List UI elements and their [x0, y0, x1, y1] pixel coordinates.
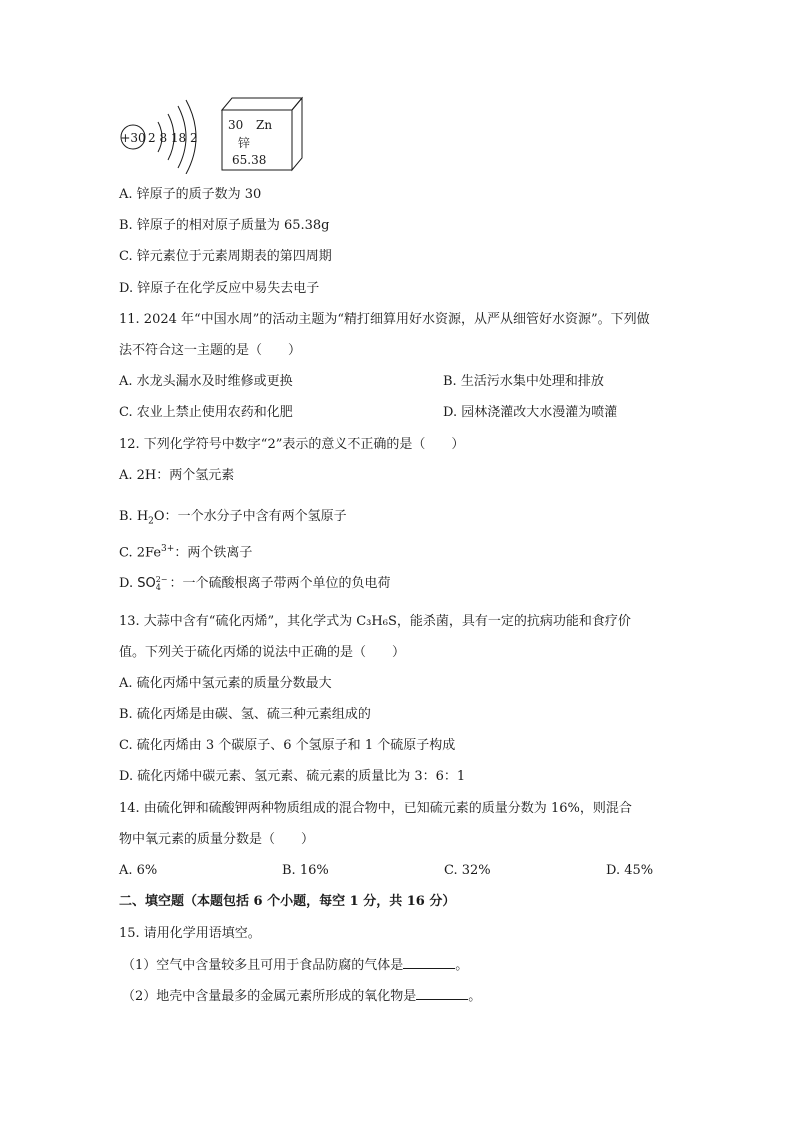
q12-stem: 12. 下列化学符号中数字“2”表示的意义不正确的是（ ） [119, 437, 465, 452]
q15-sub2 [122, 987, 481, 1006]
q13-option-b[interactable]: B. 硫化丙烯是由碳、氢、硫三种元素组成的 [119, 707, 371, 722]
q12-d-text: ：一个硫酸根离子带两个单位的负电荷 [169, 576, 391, 591]
q10-option-a[interactable]: A. 锌原子的质子数为 30 [119, 187, 262, 202]
q15-sub2-period: 。 [468, 989, 482, 1004]
q14-option-b[interactable]: B. 16% [282, 863, 329, 878]
atomic-mass: 65.38 [232, 153, 267, 167]
q12-d-sub: 4 [155, 582, 161, 592]
q12-d-formula: SO [137, 576, 156, 591]
q12-option-c[interactable] [119, 540, 252, 562]
q14-option-a[interactable]: A. 6% [119, 863, 158, 878]
q15-sub1-period: 。 [455, 958, 469, 973]
q13-stem-line2: 值。下列关于硫化丙烯的说法中正确的是（ ） [119, 645, 406, 660]
element-box-top [222, 98, 302, 110]
q12-a-formula: A. 2H： [119, 468, 170, 483]
q11-stem-line2: 法不符合这一主题的是（ ） [119, 343, 302, 358]
q15-stem: 15. 请用化学用语填空。 [119, 926, 261, 941]
zinc-figure [114, 94, 314, 174]
q12-a-text: 两个氢元素 [169, 468, 235, 483]
q14-stem-line2: 物中氧元素的质量分数是（ ） [119, 832, 315, 847]
electron-shells: 2 8 18 2 [148, 131, 198, 145]
q12-d-sup: 2− [155, 574, 168, 584]
q12-c-prefix: C. 2Fe [119, 545, 162, 561]
q15-sub2-text: （2）地壳中含量最多的金属元素所形成的氧化物是 [122, 989, 417, 1004]
element-name: 锌 [238, 136, 251, 150]
q12-b-prefix: B. H [119, 509, 149, 524]
q11-option-c[interactable]: C. 农业上禁止使用农药和化肥 [119, 405, 293, 420]
element-box-side [292, 98, 302, 170]
atomic-number: 30 [228, 118, 244, 132]
q14-option-d[interactable]: D. 45% [606, 863, 654, 878]
q15-sub1-text: （1）空气中含量较多且可用于食品防腐的气体是 [122, 958, 404, 973]
q12-option-b[interactable] [119, 508, 347, 531]
q14-option-c[interactable]: C. 32% [444, 863, 491, 878]
q12-option-d[interactable] [119, 575, 391, 593]
q15-sub1-blank[interactable] [403, 956, 455, 969]
element-symbol: Zn [256, 118, 273, 132]
q12-b-mid: O： [153, 509, 178, 524]
q12-c-text: ：两个铁离子 [174, 545, 253, 561]
q15-sub2-blank[interactable] [416, 987, 468, 1000]
q14-stem-line1: 14. 由硫化钾和硫酸钾两种物质组成的混合物中，已知硫元素的质量分数为 16%，则混合 [119, 801, 632, 816]
q12-b-text: 一个水分子中含有两个氢原子 [177, 509, 347, 524]
q11-option-d[interactable]: D. 园林浇灌改大水漫灌为喷灌 [443, 405, 618, 420]
q10-option-b[interactable]: B. 锌原子的相对原子质量为 65.38g [119, 218, 330, 233]
q12-b-sub: 2 [148, 516, 154, 527]
q13-stem-line1: 13. 大蒜中含有“硫化丙烯”，其化学式为 C₃H₆S，能杀菌，具有一定的抗病功能和食疗价 [119, 614, 631, 629]
q11-option-b[interactable]: B. 生活污水集中处理和排放 [443, 374, 604, 389]
section-heading: 二、填空题（本题包括 6 个小题，每空 1 分，共 16 分） [119, 894, 456, 909]
q13-option-a[interactable]: A. 硫化丙烯中氢元素的质量分数最大 [119, 676, 332, 691]
nucleus-charge: +30 [120, 131, 146, 145]
q12-c-sup: 3+ [161, 544, 175, 554]
q10-option-c[interactable]: C. 锌元素位于元素周期表的第四周期 [119, 249, 332, 264]
q11-option-a[interactable]: A. 水龙头漏水及时维修或更换 [119, 374, 293, 389]
q13-option-c[interactable]: C. 硫化丙烯由 3 个碳原子、6 个氢原子和 1 个硫原子构成 [119, 738, 456, 753]
q15-sub1 [122, 956, 468, 975]
q12-option-a[interactable] [119, 467, 234, 485]
q12-d-prefix: D. [119, 576, 138, 591]
q10-option-d[interactable]: D. 锌原子在化学反应中易失去电子 [119, 281, 320, 296]
q13-option-d[interactable]: D. 硫化丙烯中碳元素、氢元素、硫元素的质量比为 3：6：1 [119, 769, 466, 784]
q11-stem-line1: 11. 2024 年“中国水周”的活动主题为“精打细算用好水资源，从严从细管好水资源”。下列做 [119, 312, 650, 327]
